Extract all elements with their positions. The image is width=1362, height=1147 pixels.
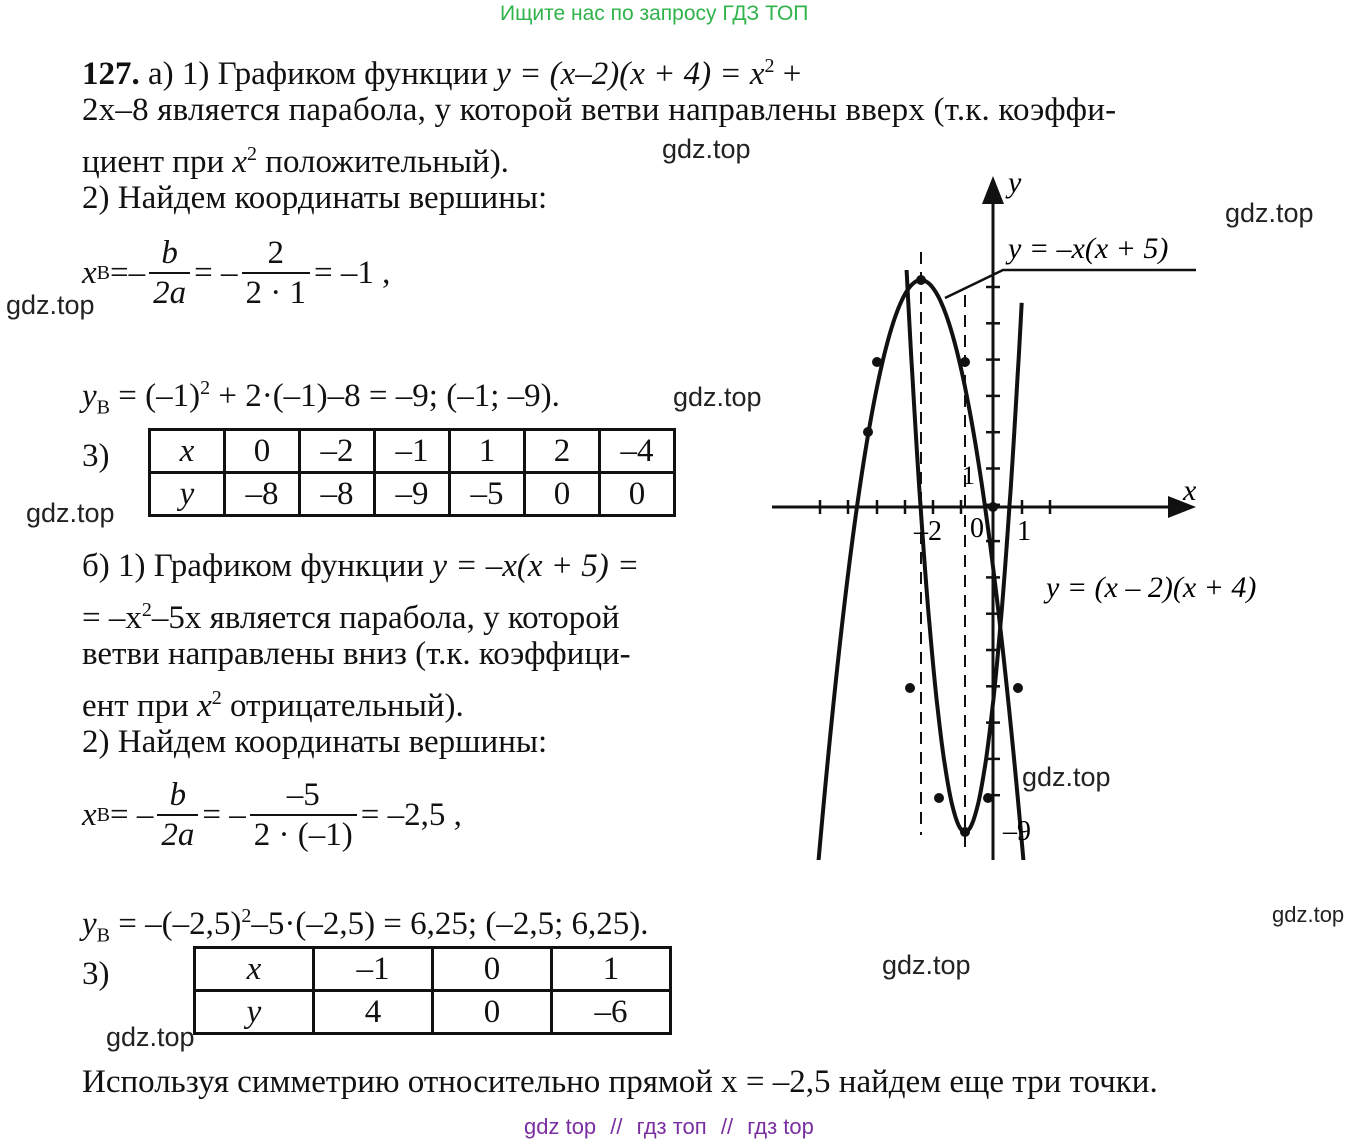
problem-number: 127.	[82, 56, 140, 92]
watermark: gdz.top	[673, 382, 762, 412]
curve-point	[1013, 683, 1023, 693]
part-a-yb-formula: $y_В = (-1)^2 + 2\cdot(-1)-8 = -9$; (–1; –9).	[82, 377, 560, 419]
footer-separator: //	[610, 1114, 623, 1139]
part-b-step3: 3)	[82, 956, 110, 992]
footer-separator: //	[720, 1114, 734, 1139]
x-axis-label: x	[1183, 474, 1197, 507]
curve-upward-parabola	[791, 280, 1071, 1147]
part-b-conclusion: Используя симметрию относительно прямой x = –2,5 найдем еще три точки.	[82, 1064, 1158, 1100]
part-a-step3: 3)	[82, 438, 110, 474]
watermark: gdz.top	[106, 1022, 195, 1052]
part-a-line-3: циент при $x^2$ положительный).	[82, 143, 509, 180]
curve-point	[872, 357, 882, 367]
table-row: y 4 0 –6	[195, 991, 671, 1034]
part-b-xb-formula: x В = – $\frac{b}{2a}$ = – $\frac{-5}{2 \cdot (-1)}$ = –2,5 ,	[82, 777, 462, 853]
y-axis-arrow-icon	[982, 176, 1004, 204]
part-b-line-4: ент при $x^2$ отрицательный).	[82, 687, 464, 724]
table-row: x 0 –2 –1 1 2 –4	[150, 430, 675, 473]
footer-link-gdz-top-mixed[interactable]: гдз top	[747, 1114, 814, 1139]
curve-point	[960, 357, 970, 367]
footer-links	[520, 1114, 818, 1140]
tick-label-minus-2: –2	[914, 516, 942, 547]
curve-point	[983, 793, 993, 803]
watermark: gdz.top	[662, 134, 751, 164]
curve-label-upward: y = (x – 2)(x + 4)	[1046, 571, 1257, 604]
watermark: gdz.top	[6, 290, 95, 320]
watermark: gdz.top	[882, 950, 971, 980]
parabola-graph	[760, 166, 1257, 870]
curve-point	[988, 502, 998, 512]
part-b-vertex-heading: 2) Найдем координаты вершины:	[82, 724, 548, 760]
part-b-line-3: ветви направлены вниз (т.к. коэффици-	[82, 636, 631, 672]
footer-link-gdz-top-ru[interactable]: гдз топ	[636, 1114, 707, 1139]
watermark: gdz.top	[1022, 762, 1111, 792]
curve-label-downward: y = –x(x + 5)	[1008, 232, 1169, 265]
curve-point	[905, 683, 915, 693]
watermark: gdz.top	[1225, 198, 1314, 228]
curve-point	[916, 275, 926, 285]
part-b-line-1: б) 1) Графиком функции y = –x(x + 5) =	[82, 548, 640, 584]
curve-point	[934, 793, 944, 803]
watermark: gdz.top	[26, 498, 115, 528]
table-row: y –8 –8 –9 –5 0 0	[150, 473, 675, 516]
part-a-vertex-heading: 2) Найдем координаты вершины:	[82, 180, 548, 216]
part-a-xb-formula: x В =– $\frac{b}{2a}$ = – $\frac{2}{2 \cdot 1}$ = –1 ,	[82, 235, 391, 311]
tick-label-1-x: 1	[1017, 516, 1031, 547]
footer-link-gdz-top[interactable]: gdz top	[524, 1114, 597, 1139]
tick-label-0: 0	[970, 513, 984, 544]
watermark: gdz.top	[1272, 902, 1345, 927]
part-b-yb-formula: $y_В = -(-2,5)^2-5\cdot(-2,5) = 6,25$; (–2,5; 6,25).	[82, 905, 649, 947]
table-row: x –1 0 1	[195, 948, 671, 991]
part-a-line-1: 127. а) 1) Графиком функции $y = (x-2)(x + 4) = x^2$ +	[82, 55, 802, 92]
part-b-line-2: = $-x^2-5x$ является парабола, у которой	[82, 599, 620, 636]
tick-label-minus-9: –9	[1003, 816, 1031, 847]
label-leader-line	[945, 270, 1196, 298]
y-axis-label: y	[1008, 166, 1022, 199]
part-b-value-table	[193, 946, 672, 1035]
curve-point	[863, 427, 873, 437]
part-a-value-table	[148, 428, 676, 517]
header-search-link[interactable]: Ищите нас по запросу ГДЗ ТОП	[500, 2, 809, 25]
part-a-line-2: 2x–8 является парабола, у которой ветви направлены вверх (т.к. коэффи-	[82, 92, 1117, 128]
curve-point	[960, 827, 970, 837]
tick-label-1-y: 1	[962, 461, 975, 490]
